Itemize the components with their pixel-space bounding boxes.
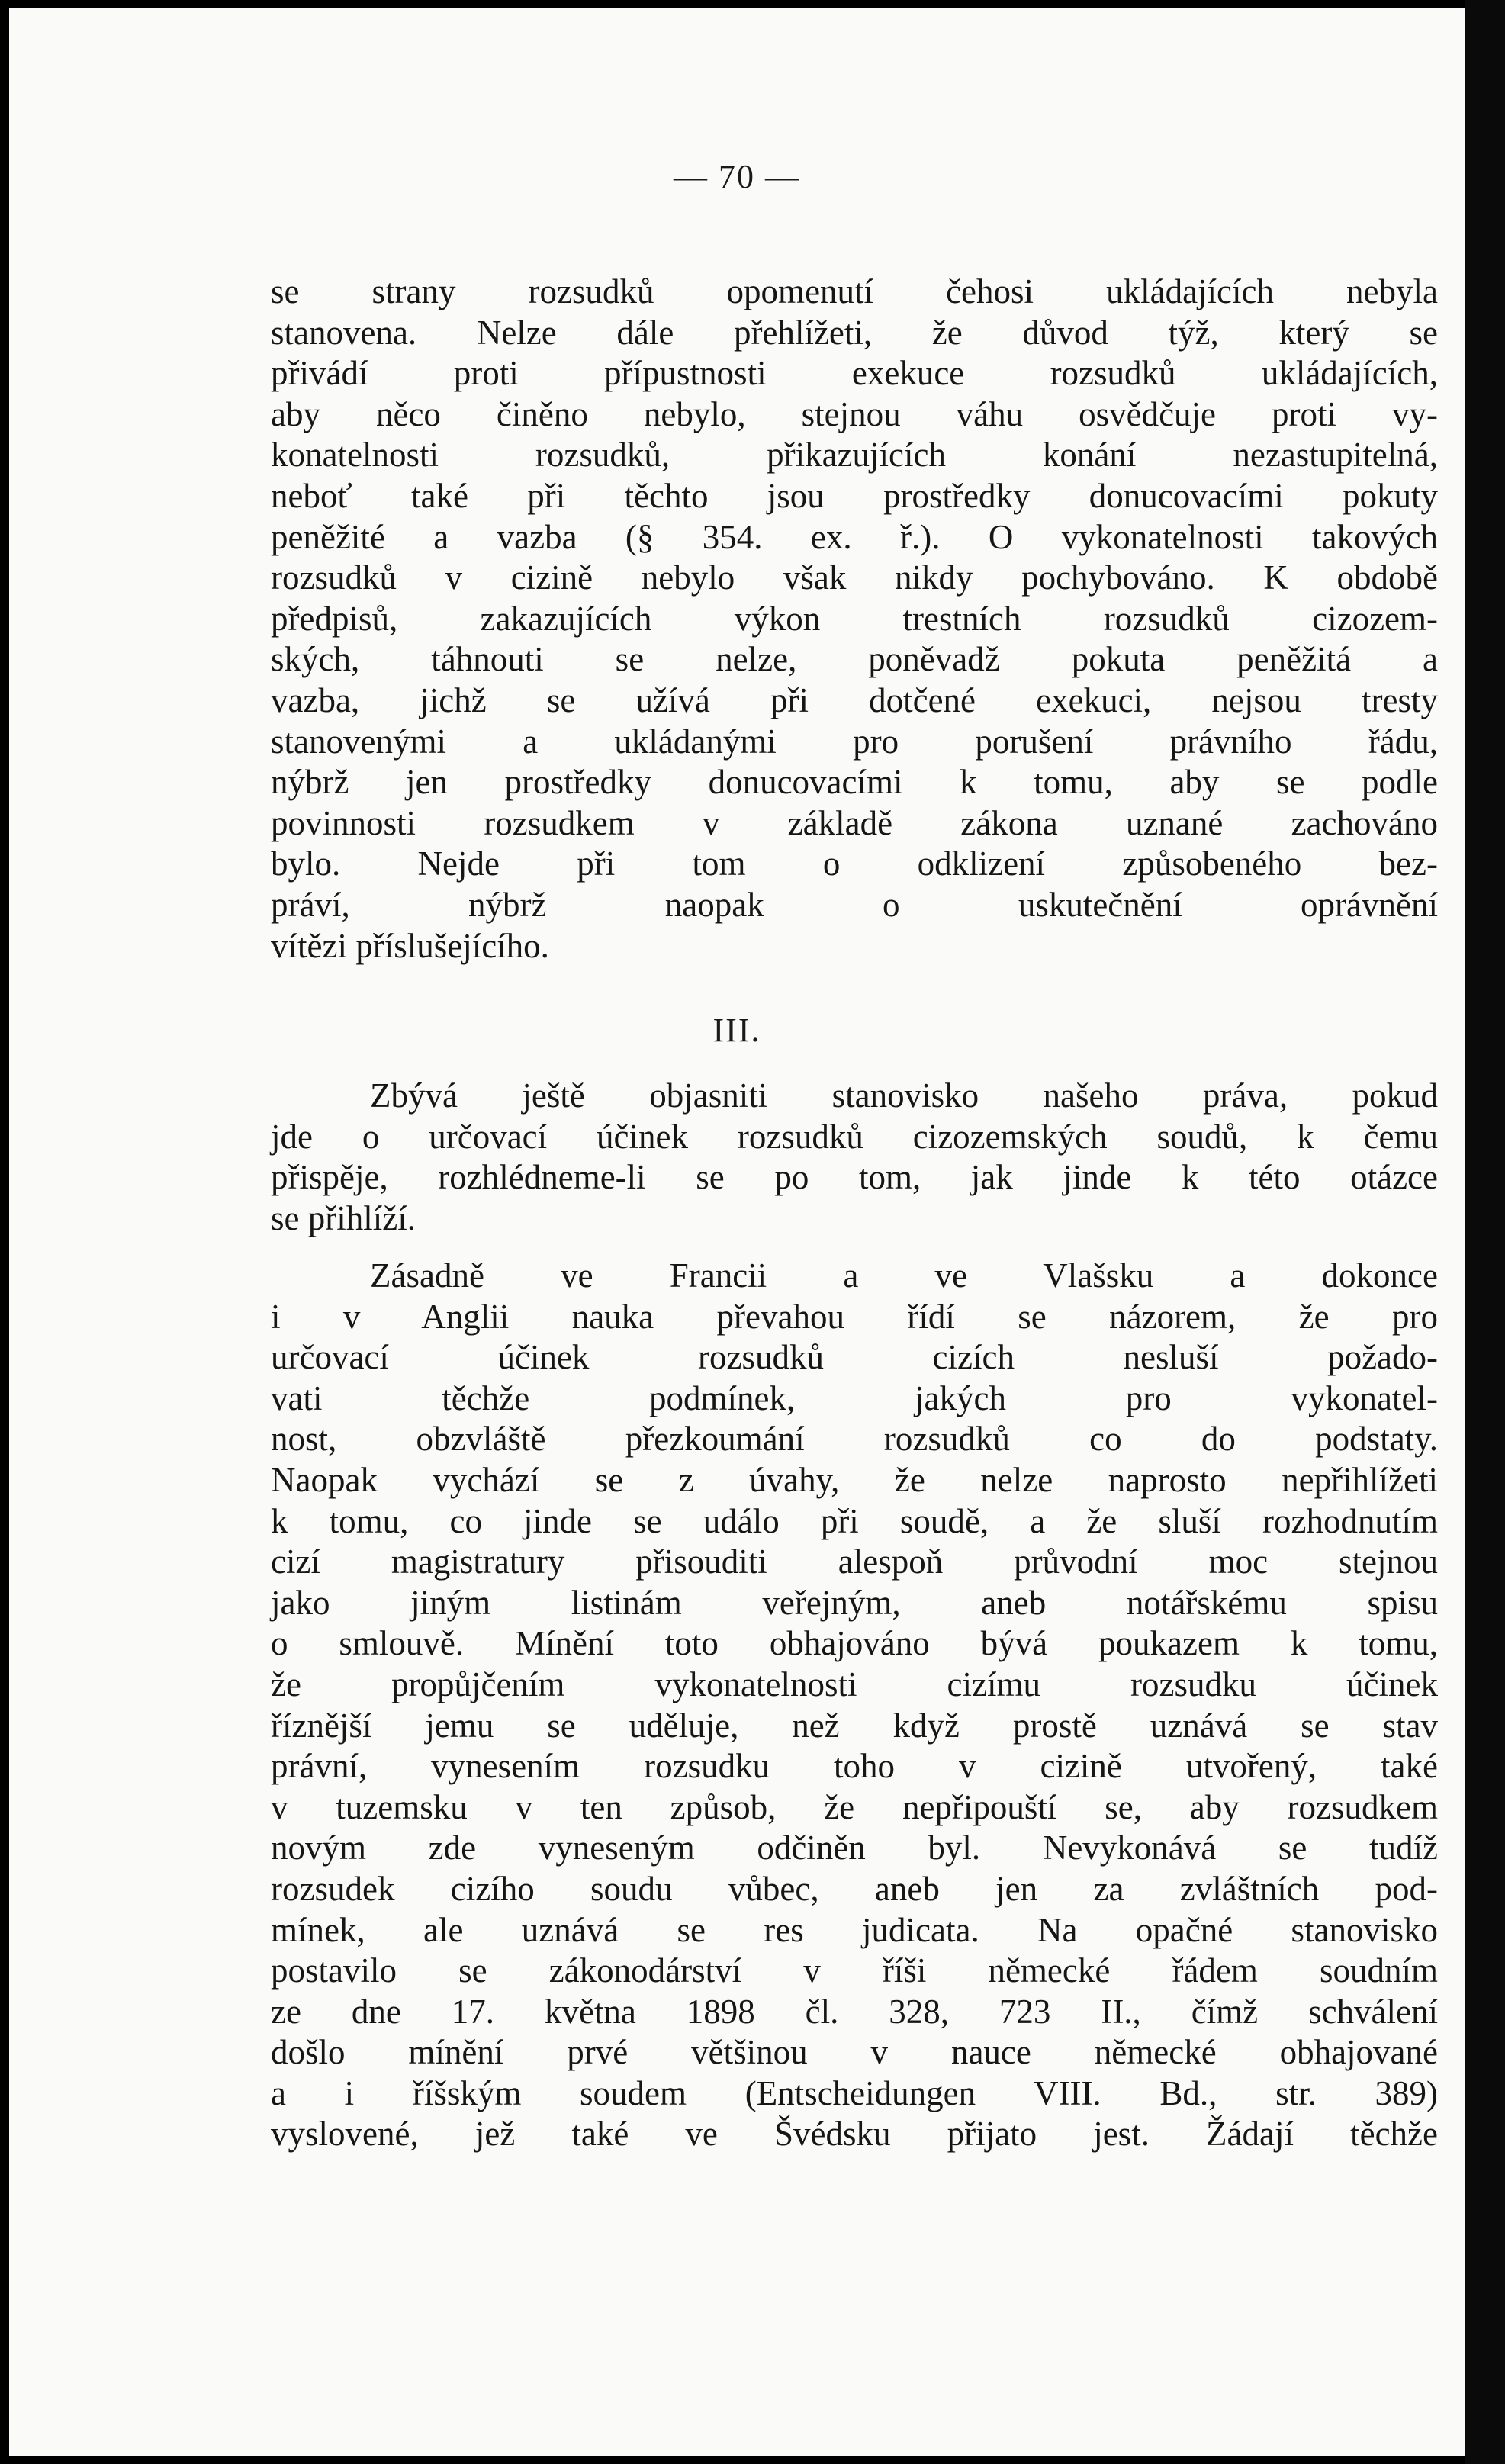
text-line: neboť také při těchto jsou prostředky donucovacími pokuty bbox=[271, 476, 1438, 515]
text-line: nýbrž jen prostředky donucovacími k tomu, aby se podle bbox=[271, 763, 1438, 802]
text-line: přispěje, rozhlédneme-li se po tom, jak jinde k této otázce bbox=[271, 1158, 1438, 1197]
text-line: jako jiným listinám veřejným, aneb notářskému spisu bbox=[271, 1583, 1438, 1622]
text-line: že propůjčením vykonatelnosti cizímu rozsudku účinek bbox=[271, 1665, 1438, 1703]
text-line: o smlouvě. Mínění toto obhajováno bývá poukazem k tomu, bbox=[271, 1624, 1438, 1663]
text-line: i v Anglii nauka převahou řídí se názorem, že pro bbox=[271, 1297, 1438, 1336]
text-line: došlo mínění prvé většinou v nauce německé obhajované bbox=[271, 2033, 1438, 2072]
text-line: stanovenými a ukládanými pro porušení právního řádu, bbox=[271, 722, 1438, 761]
book-page bbox=[9, 8, 1465, 2456]
text-line: konatelnosti rozsudků, přikazujících konání nezastupitelná, bbox=[271, 436, 1438, 474]
page-number: — 70 — bbox=[674, 158, 800, 195]
text-line: bylo. Nejde při tom o odklizení způsobeného bez- bbox=[271, 844, 1438, 883]
text-line: ských, táhnouti se nelze, poněvadž pokuta peněžitá a bbox=[271, 640, 1438, 679]
text-line: nost, obzvláště přezkoumání rozsudků co do podstaty. bbox=[271, 1420, 1438, 1459]
text-line: Naopak vychází se z úvahy, že nelze naprosto nepřihlížeti bbox=[271, 1460, 1438, 1499]
text-line: rozsudek cizího soudu vůbec, aneb jen za zvláštních pod- bbox=[271, 1869, 1438, 1908]
text-line: ze dne 17. května 1898 čl. 328, 723 II., čímž schválení bbox=[271, 1992, 1438, 2031]
section-heading: III. bbox=[712, 1012, 761, 1049]
text-line: práví, nýbrž naopak o uskutečnění oprávnění bbox=[271, 885, 1438, 924]
text-line: přivádí proti přípustnosti exekuce rozsudků ukládajících, bbox=[271, 354, 1438, 393]
text-line: peněžité a vazba (§ 354. ex. ř.). O vykonatelnosti takových bbox=[271, 517, 1438, 556]
text-line: Zásadně ve Francii a ve Vlašsku a dokonce bbox=[370, 1256, 1438, 1295]
text-line: vazba, jichž se užívá při dotčené exekuci, nejsou tresty bbox=[271, 680, 1438, 719]
text-line: právní, vynesením rozsudku toho v cizině utvořený, také bbox=[271, 1747, 1438, 1786]
paragraph-2 bbox=[271, 1076, 1438, 1239]
text-line: aby něco činěno nebylo, stejnou váhu osvědčuje proti vy- bbox=[271, 394, 1438, 433]
text-line: jde o určovací účinek rozsudků cizozemských soudů, k čemu bbox=[271, 1117, 1438, 1156]
text-line: novým zde vyneseným odčiněn byl. Nevykonává se tudíž bbox=[271, 1829, 1438, 1867]
text-line: vítězi příslušejícího. bbox=[271, 926, 549, 965]
scan-border bbox=[1465, 0, 1505, 2464]
paragraph-3 bbox=[271, 1256, 1438, 2155]
text-line: se strany rozsudků opomenutí čehosi ukládajících nebyla bbox=[271, 272, 1438, 310]
paragraph-1 bbox=[271, 272, 1438, 967]
text-line: povinnosti rozsudkem v základě zákona uznané zachováno bbox=[271, 803, 1438, 842]
text-line: mínek, ale uznává se res judicata. Na opačné stanovisko bbox=[271, 1910, 1438, 1949]
text-line: říznější jemu se uděluje, než když prostě uznává se stav bbox=[271, 1706, 1438, 1745]
text-line: rozsudků v cizině nebylo však nikdy pochybováno. K obdobě bbox=[271, 558, 1438, 597]
text-line: vyslovené, jež také ve Švédsku přijato jest. Žádají těchže bbox=[271, 2115, 1438, 2154]
text-line: postavilo se zákonodárství v říši německé řádem soudním bbox=[271, 1951, 1438, 1990]
text-line: stanovena. Nelze dále přehlížeti, že důvod týž, který se bbox=[271, 313, 1438, 352]
text-line: Zbývá ještě objasniti stanovisko našeho práva, pokud bbox=[370, 1076, 1438, 1115]
text-line: v tuzemsku v ten způsob, že nepřipouští se, aby rozsudkem bbox=[271, 1787, 1438, 1826]
text-line: vati těchže podmínek, jakých pro vykonatel- bbox=[271, 1378, 1438, 1417]
text-line: se přihlíží. bbox=[271, 1198, 416, 1237]
text-line: předpisů, zakazujících výkon trestních rozsudků cizozem- bbox=[271, 599, 1438, 638]
text-line: určovací účinek rozsudků cizích nesluší požado- bbox=[271, 1338, 1438, 1377]
text-line: cizí magistratury přisouditi alespoň průvodní moc stejnou bbox=[271, 1542, 1438, 1581]
text-line: a i říšským soudem (Entscheidungen VIII. Bd., str. 389) bbox=[271, 2073, 1438, 2112]
text-line: k tomu, co jinde se událo při soudě, a že sluší rozhodnutím bbox=[271, 1501, 1438, 1540]
